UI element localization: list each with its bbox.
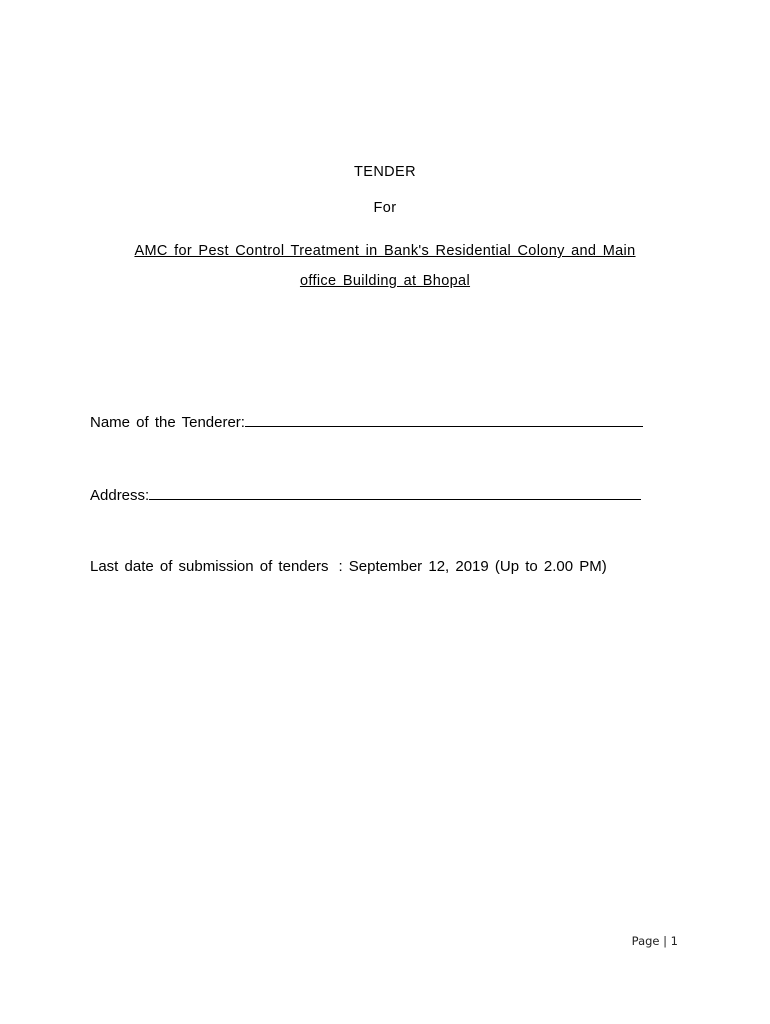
tenderer-name-field <box>90 412 643 431</box>
address-field <box>90 485 641 504</box>
last-date-field <box>90 558 607 575</box>
document-title: TENDER <box>353 164 416 180</box>
document-for: For <box>373 200 397 216</box>
address-label: Address: <box>90 487 150 504</box>
subject-line-2: office Building at Bhopal <box>299 273 471 289</box>
document-subject <box>108 236 662 296</box>
address-blank <box>149 485 641 500</box>
last-date-label: Last date of submission of tenders <box>90 558 329 575</box>
tenderer-name-label: Name of the Tenderer: <box>90 414 245 431</box>
tenderer-name-blank <box>245 412 643 427</box>
subject-line-1: AMC for Pest Control Treatment in Bank's Residential Colony and Main <box>134 243 636 259</box>
last-date-value: : September 12, 2019 (Up to 2.00 PM) <box>338 558 607 575</box>
page-number: Page | 1 <box>631 934 678 948</box>
